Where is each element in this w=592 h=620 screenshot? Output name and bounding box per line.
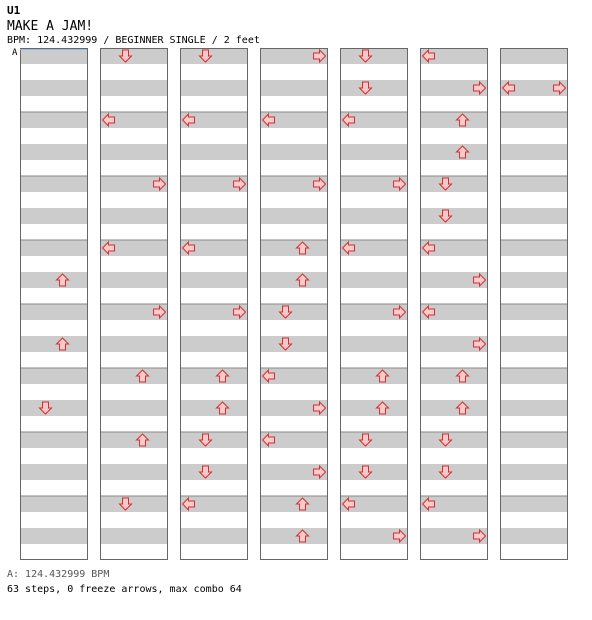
row-stripe bbox=[100, 48, 168, 64]
row-stripe bbox=[500, 240, 568, 256]
song-id: U1 bbox=[7, 4, 21, 17]
row-stripe bbox=[20, 240, 88, 256]
row-stripe bbox=[20, 400, 88, 416]
row-stripe bbox=[180, 208, 248, 224]
row-stripe bbox=[20, 208, 88, 224]
row-stripe bbox=[500, 336, 568, 352]
row-stripe bbox=[20, 112, 88, 128]
row-stripe bbox=[20, 528, 88, 544]
row-stripe bbox=[260, 304, 328, 320]
row-stripe bbox=[100, 144, 168, 160]
row-stripe bbox=[420, 208, 488, 224]
row-stripe bbox=[180, 48, 248, 64]
row-stripe bbox=[500, 272, 568, 288]
row-stripe bbox=[500, 48, 568, 64]
row-stripe bbox=[500, 112, 568, 128]
row-stripe bbox=[20, 368, 88, 384]
row-stripe bbox=[180, 464, 248, 480]
row-stripe bbox=[420, 368, 488, 384]
row-stripe bbox=[500, 304, 568, 320]
row-stripe bbox=[180, 400, 248, 416]
row-stripe bbox=[420, 400, 488, 416]
row-stripe bbox=[180, 144, 248, 160]
bpm-change-line bbox=[20, 49, 87, 50]
row-stripe bbox=[180, 368, 248, 384]
row-stripe bbox=[180, 432, 248, 448]
row-stripe bbox=[340, 400, 408, 416]
row-stripe bbox=[20, 304, 88, 320]
row-stripe bbox=[340, 144, 408, 160]
row-stripe bbox=[420, 144, 488, 160]
row-stripe bbox=[260, 496, 328, 512]
row-stripe bbox=[20, 432, 88, 448]
row-stripe bbox=[260, 208, 328, 224]
row-stripe bbox=[340, 464, 408, 480]
row-stripe bbox=[260, 528, 328, 544]
row-stripe bbox=[500, 496, 568, 512]
row-stripe bbox=[500, 208, 568, 224]
song-title: MAKE A JAM! bbox=[7, 19, 94, 34]
row-stripe bbox=[180, 80, 248, 96]
row-stripe bbox=[20, 336, 88, 352]
row-stripe bbox=[180, 336, 248, 352]
row-stripe bbox=[260, 80, 328, 96]
row-stripe bbox=[20, 496, 88, 512]
row-stripe bbox=[100, 80, 168, 96]
row-stripe bbox=[100, 496, 168, 512]
row-stripe bbox=[180, 528, 248, 544]
row-stripe bbox=[20, 144, 88, 160]
row-stripe bbox=[340, 48, 408, 64]
row-stripe bbox=[340, 208, 408, 224]
row-stripe bbox=[20, 272, 88, 288]
row-stripe bbox=[340, 432, 408, 448]
row-stripe bbox=[100, 272, 168, 288]
bpm-footer: A: 124.432999 BPM bbox=[7, 569, 110, 580]
stats-footer: 63 steps, 0 freeze arrows, max combo 64 bbox=[7, 584, 242, 595]
row-stripe bbox=[100, 528, 168, 544]
row-stripe bbox=[20, 48, 88, 64]
row-stripe bbox=[500, 432, 568, 448]
row-stripe bbox=[340, 272, 408, 288]
row-stripe bbox=[340, 368, 408, 384]
row-stripe bbox=[100, 336, 168, 352]
row-stripe bbox=[100, 400, 168, 416]
row-stripe bbox=[340, 80, 408, 96]
row-stripe bbox=[500, 368, 568, 384]
row-stripe bbox=[100, 208, 168, 224]
row-stripe bbox=[500, 400, 568, 416]
row-stripe bbox=[20, 464, 88, 480]
row-stripe bbox=[420, 176, 488, 192]
row-stripe bbox=[100, 368, 168, 384]
bpm-marker: A bbox=[12, 48, 18, 58]
row-stripe bbox=[420, 432, 488, 448]
row-stripe bbox=[260, 240, 328, 256]
row-stripe bbox=[180, 272, 248, 288]
row-stripe bbox=[260, 144, 328, 160]
row-stripe bbox=[100, 464, 168, 480]
row-stripe bbox=[20, 80, 88, 96]
row-stripe bbox=[500, 144, 568, 160]
row-stripe bbox=[500, 528, 568, 544]
row-stripe bbox=[260, 272, 328, 288]
row-stripe bbox=[340, 336, 408, 352]
row-stripe bbox=[100, 432, 168, 448]
row-stripe bbox=[420, 112, 488, 128]
row-stripe bbox=[260, 336, 328, 352]
row-stripe bbox=[20, 176, 88, 192]
row-stripe bbox=[420, 464, 488, 480]
row-stripe bbox=[500, 176, 568, 192]
row-stripe bbox=[500, 464, 568, 480]
song-info: BPM: 124.432999 / BEGINNER SINGLE / 2 feet bbox=[7, 35, 260, 46]
